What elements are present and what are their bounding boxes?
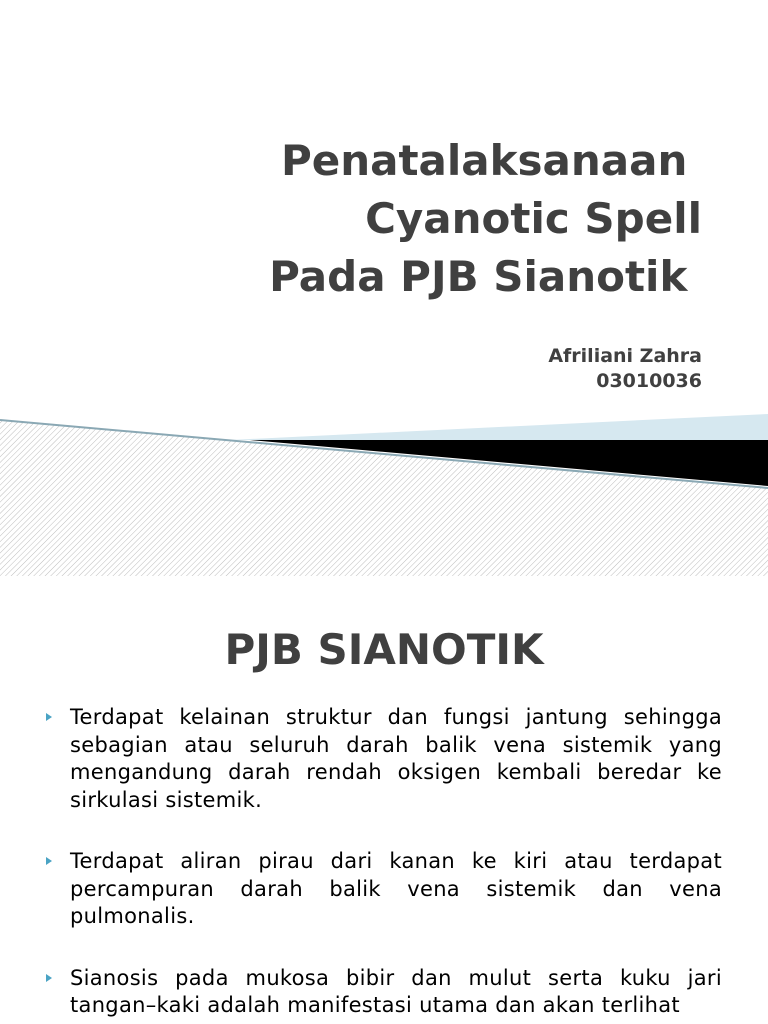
author-id: 03010036 xyxy=(596,370,702,392)
decorative-band xyxy=(0,400,768,576)
bullet-text: Terdapat kelainan struktur dan fungsi jantung sehingga sebagian atau seluruh darah balik vena sistemik yang mengandung darah rendah oksigen kembali beredar ke sirkulasi sistemik. xyxy=(70,705,722,812)
title-line-1: Penatalaksanaan xyxy=(280,136,702,185)
title-line-3: Pada PJB Sianotik xyxy=(269,252,702,301)
bullet-text: Sianosis pada mukosa bibir dan mulut serta kuku jari tangan–kaki adalah manifestasi utama dan akan terlihat xyxy=(70,965,722,1017)
light-blue-wedge xyxy=(230,414,768,440)
author-info xyxy=(548,344,702,394)
bullet-item xyxy=(46,848,722,931)
bullet-arrow-icon xyxy=(46,974,52,982)
author-name: Afriliani Zahra xyxy=(548,345,702,367)
content-slide xyxy=(0,576,768,1024)
title-line-2: Cyanotic Spell xyxy=(365,194,702,243)
bullet-arrow-icon xyxy=(46,713,52,721)
bullet-text: Terdapat aliran pirau dari kanan ke kiri atau terdapat percampuran darah balik vena sistemik dan vena pulmonalis. xyxy=(70,849,722,928)
bullet-arrow-icon xyxy=(46,857,52,865)
content-title: PJB SIANOTIK xyxy=(224,625,544,674)
bullet-list xyxy=(46,704,722,1024)
bullet-item xyxy=(46,704,722,814)
bullet-item xyxy=(46,965,722,1020)
slide-title xyxy=(269,132,702,306)
